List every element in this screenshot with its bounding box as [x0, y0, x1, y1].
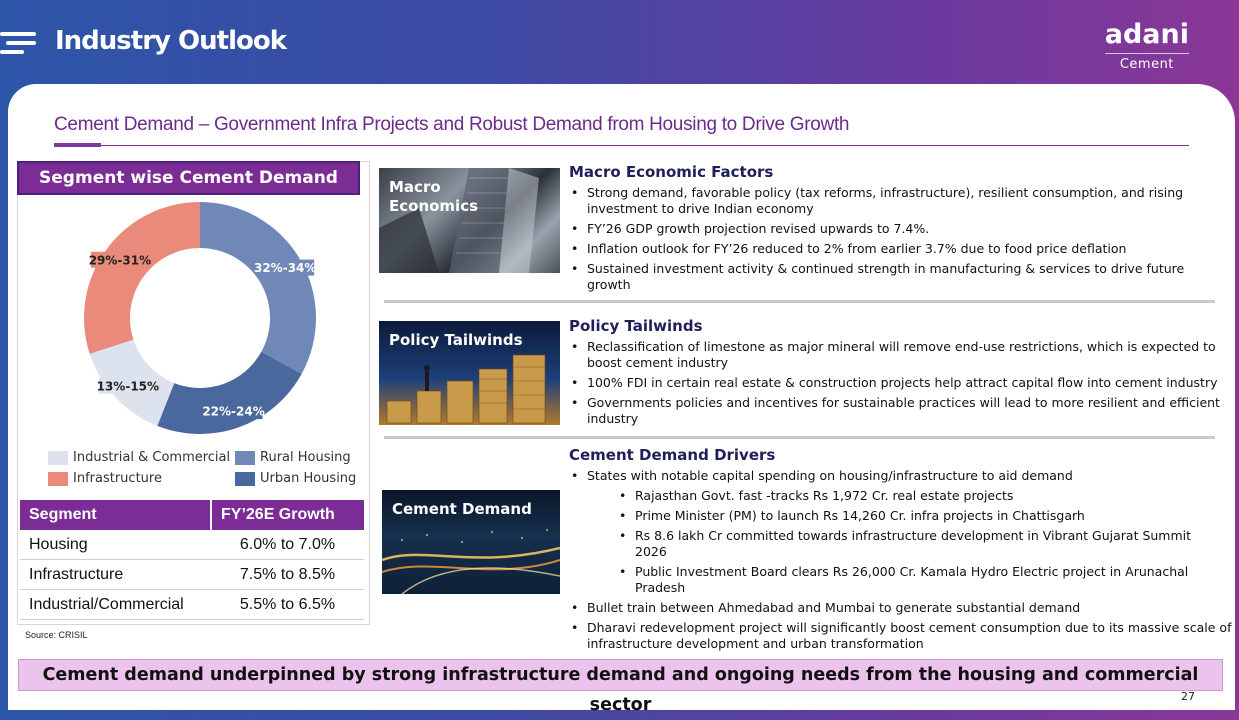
donut-data-label: 29%-31% — [88, 253, 152, 268]
menu-icon[interactable] — [0, 32, 42, 54]
section-divider — [384, 436, 1215, 439]
list-item: • Sustained investment activity & continued strength in manufacturing & services to drive future growth — [569, 261, 1207, 293]
list-item: • Governments policies and incentives for sustainable practices will lead to more resilient and efficient industry — [569, 395, 1234, 427]
legend-swatch — [235, 451, 255, 465]
summary-banner: Cement demand underpinned by strong infrastructure demand and ongoing needs from the housing and commercial sector — [18, 659, 1223, 691]
page-number: 27 — [1181, 690, 1195, 703]
list-item: • FY’26 GDP growth projection revised upwards to 7.4%. — [569, 221, 1229, 237]
table-row — [20, 590, 364, 620]
legend-swatch — [48, 472, 68, 486]
drivers-bullets — [569, 468, 1234, 656]
legend-item-rural — [235, 450, 351, 465]
list-sub-item: • Public Investment Board clears Rs 26,000 Cr. Kamala Hydro Electric project in Arunachal Pradesh — [569, 564, 1215, 596]
donut-data-label: 22%-24% — [202, 404, 265, 419]
logo-sub: Cement — [1105, 53, 1189, 72]
macro-bullets — [569, 185, 1229, 297]
table-header-growth: FY’26E Growth — [211, 500, 364, 530]
demand-image — [382, 490, 560, 594]
table-cell-growth: 7.5% to 8.5% — [211, 560, 364, 590]
list-item: • States with notable capital spending on housing/infrastructure to aid demand — [569, 468, 1234, 484]
table-cell-segment: Housing — [20, 530, 211, 560]
list-item: • Inflation outlook for FY’26 reduced to 2% from earlier 3.7% due to food price deflation — [569, 241, 1229, 257]
slide-title: Cement Demand – Government Infra Projects and Robust Demand from Housing to Drive Growth — [54, 114, 850, 135]
policy-title: Policy Tailwinds — [569, 317, 703, 335]
legend-label: Infrastructure — [73, 471, 162, 486]
donut-slice-urban-housing — [157, 352, 301, 434]
section-divider — [384, 300, 1215, 303]
list-item: • 100% FDI in certain real estate & construction projects help attract capital flow into cement industry — [569, 375, 1234, 391]
donut-chart — [80, 198, 320, 438]
table-cell-growth: 6.0% to 7.0% — [211, 530, 364, 560]
list-item: • Reclassification of limestone as major mineral will remove end-use restrictions, which is expected to boost cement industry — [569, 339, 1234, 371]
source-note: Source: CRISIL — [25, 630, 88, 640]
table-cell-segment: Infrastructure — [20, 560, 211, 590]
legend-label: Urban Housing — [260, 471, 357, 486]
legend-label: Industrial & Commercial — [73, 450, 231, 465]
title-rule — [54, 145, 1189, 146]
legend-label: Rural Housing — [260, 450, 351, 465]
donut-data-label: 32%-34% — [253, 261, 317, 276]
demand-image-title: Cement Demand — [392, 500, 532, 518]
legend-item-industrial — [48, 450, 230, 465]
list-sub-item: • Rs 8.6 lakh Cr committed towards infrastructure development in Vibrant Gujarat Summit 2026 — [569, 528, 1215, 560]
policy-image-title: Policy Tailwinds — [389, 331, 523, 349]
growth-table — [20, 500, 364, 620]
macro-title: Macro Economic Factors — [569, 163, 774, 181]
donut-data-label: 13%-15% — [96, 379, 160, 394]
table-cell-segment: Industrial/Commercial — [20, 590, 211, 620]
macro-image — [379, 168, 560, 273]
header-title: Industry Outlook — [55, 26, 286, 56]
legend-item-infrastructure — [48, 471, 162, 486]
segment-panel-title: Segment wise Cement Demand — [17, 161, 360, 195]
logo-brand: adani — [1104, 19, 1189, 50]
list-item: • Strong demand, favorable policy (tax reforms, infrastructure), resilient consumption, and rising investment to drive Indian economy — [569, 185, 1229, 217]
donut-slice-infrastructure — [84, 202, 200, 354]
title-accent — [54, 143, 101, 147]
legend-swatch — [48, 451, 68, 465]
table-header-row — [20, 500, 364, 530]
macro-image-title: Macro Economics — [389, 178, 479, 215]
list-sub-item: • Prime Minister (PM) to launch Rs 14,260 Cr. infra projects in Chattisgarh — [569, 508, 1234, 524]
table-header-segment: Segment — [20, 500, 211, 530]
list-item: • Dharavi redevelopment project will significantly boost cement consumption due to its massive scale of infrastructure development and urban transformation — [569, 620, 1234, 652]
drivers-title: Cement Demand Drivers — [569, 446, 776, 464]
list-sub-item: • Rajasthan Govt. fast -tracks Rs 1,972 Cr. real estate projects — [569, 488, 1234, 504]
legend-swatch — [235, 472, 255, 486]
list-item: • Bullet train between Ahmedabad and Mumbai to generate substantial demand — [569, 600, 1234, 616]
policy-bullets — [569, 339, 1234, 431]
legend-item-urban — [235, 471, 356, 486]
content-panel — [8, 84, 1235, 715]
table-cell-growth: 5.5% to 6.5% — [211, 590, 364, 620]
table-row — [20, 560, 364, 590]
policy-image — [379, 321, 560, 425]
table-row — [20, 530, 364, 560]
adani-logo — [1105, 20, 1189, 72]
donut-slice-rural-housing — [200, 202, 316, 374]
